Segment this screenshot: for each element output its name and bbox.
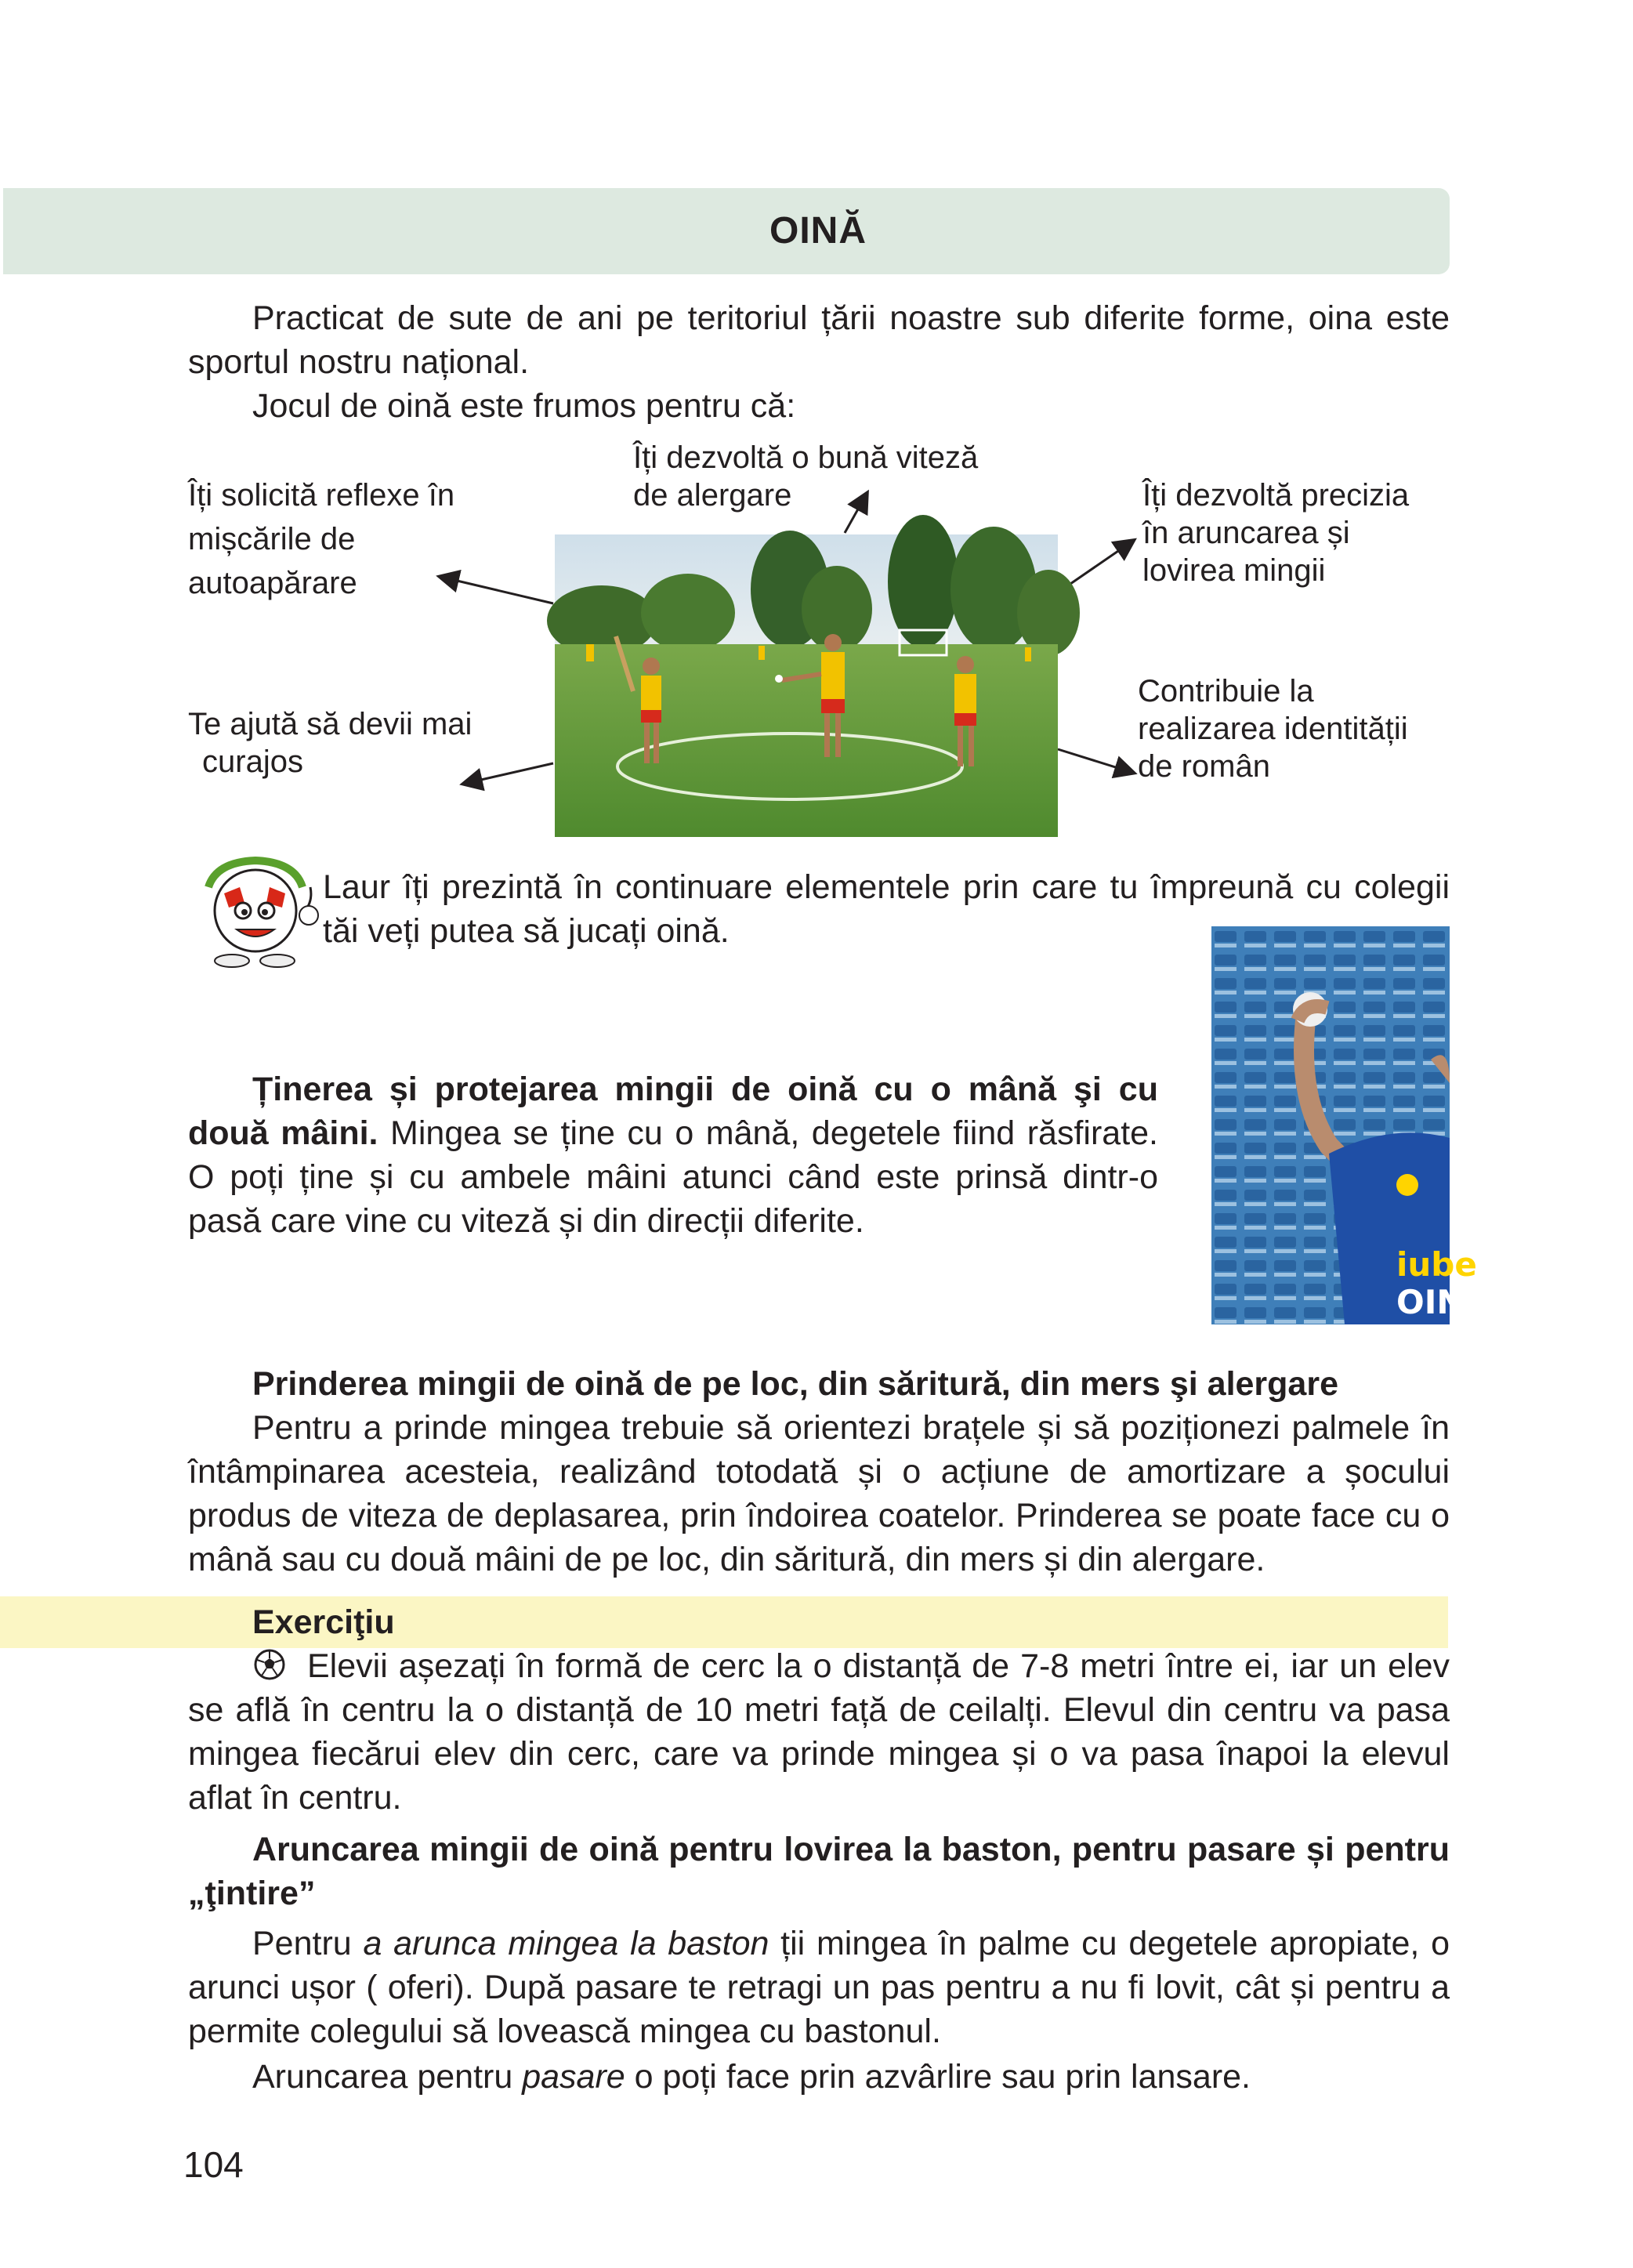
benefit-speed-line: de alergare [633, 478, 792, 513]
arrow-speed [845, 494, 867, 533]
page-number: 104 [183, 2144, 244, 2185]
arrow-courage [464, 763, 553, 784]
shirt-text-top: iube [1396, 1245, 1477, 1284]
holding-body: Mingea se ține cu o mână, degetele fiind răsfirate. O poți ține și cu ambele mâini atunci când este prinsă dintr-o pasă care vine cu viteză și din direcții diferite. [188, 1114, 1158, 1240]
exercise-body: Elevii așezați în formă de cerc la o distanță de 7-8 metri între ei, iar un elev se află în centru la o distanță de 10 metri față de ceilalți. Elevul din centru va pasa mingea fiecărui elev din cerc, care va prinde mingea și o va pasa înapoi la elevul aflat în centru. [188, 1647, 1450, 1817]
arrow-identity [1058, 749, 1133, 773]
mascot-laur-icon [185, 856, 326, 973]
benefit-precision-line: în aruncarea și [1142, 516, 1350, 550]
throwing-p2-rest: o poți face prin azvârlire sau prin lansare. [625, 2058, 1251, 2096]
benefit-reflexes-line: autoapărare [188, 566, 357, 600]
throwing-paragraph-1 [188, 1922, 1450, 2053]
intro-paragraph: Practicat de sute de ani pe teritoriul țării noastre sub diferite forme, oina este sportul nostru național. [188, 299, 1450, 381]
benefit-precision-line: lovirea mingii [1142, 553, 1326, 588]
throwing-p2-italic: pasare [522, 2058, 625, 2096]
benefit-reflexes-line: Îți solicită reflexe în [188, 478, 455, 513]
benefit-identity-line: Contribuie la [1138, 674, 1314, 708]
throwing-p2-start: Aruncarea pentru [252, 2058, 523, 2096]
holding-paragraph [188, 1067, 1158, 1243]
throwing-p1-start: Pentru [252, 1925, 364, 1962]
catching-body: Pentru a prinde mingea trebuie să orientezi brațele și să poziționezi palmele în întâmpinarea acesteia, realizând totodată și o acțiune de amortizare a șocului produs de viteza de deplasarea, prin îndoirea coatelor. Prinderea se poate face cu o mână sau cu două mâini de pe loc, din săritură, din mers și din alergare. [188, 1409, 1450, 1578]
page-title: OINĂ [769, 210, 867, 252]
shirt-text-bottom: OIN [1396, 1283, 1465, 1321]
exercise-highlight-bar [0, 1596, 1448, 1648]
benefit-identity-line: realizarea identității [1138, 712, 1408, 746]
benefit-speed-line: Îți dezvoltă o bună viteză [633, 440, 979, 475]
throwing-p1-italic: a arunca mingea la baston [363, 1925, 769, 1962]
benefit-reflexes-line: mișcările de [188, 522, 356, 556]
player-holding-ball-photo [1211, 926, 1477, 1324]
throwing-paragraph-2 [188, 2055, 1450, 2099]
throwing-heading: Aruncarea mingii de oină pentru lovirea la baston, pentru pasare și pentru „ţintire” [188, 1831, 1450, 1912]
benefit-courage-line: Te ajută să devii mai [188, 707, 473, 741]
arrow-reflexes [440, 577, 553, 603]
benefit-precision-line: Îți dezvoltă precizia [1142, 478, 1410, 513]
throwing-p1-rest: ții mingea în palme cu degetele apropiate, o arunci ușor ( oferi). După pasare te retragi un pas pentru a nu fi lovit, cât și pentru a permite colegului să lovească mingea cu bastonul. [188, 1925, 1450, 2050]
benefit-courage-line: curajos [202, 745, 303, 779]
intro-lead: Jocul de oină este frumos pentru că: [252, 387, 796, 425]
holding-heading: Ținerea și protejarea mingii de oină cu o mână şi cu două mâini. [188, 1071, 1158, 1152]
exercise-heading: Exerciţiu [252, 1603, 395, 1641]
benefit-identity-line: de român [1138, 749, 1270, 784]
catching-heading: Prinderea mingii de oină de pe loc, din săritură, din mers şi alergare [252, 1365, 1338, 1403]
oina-field-photo [555, 534, 1058, 837]
mascot-text: Laur îți prezintă în continuare elementele prin care tu împreună cu colegii tăi veți putea să jucați oină. [323, 868, 1450, 950]
